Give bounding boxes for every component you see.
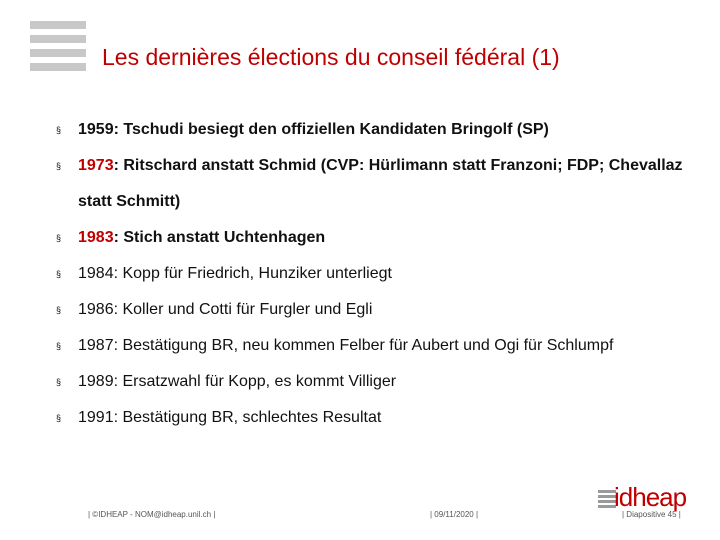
bullet-year: 1973 xyxy=(78,157,114,174)
bullet-text: : Tschudi besiegt den offiziellen Kandidaten Bringolf (SP) xyxy=(113,121,549,138)
bullet-text: : Stich anstatt Uchtenhagen xyxy=(113,229,326,246)
bullet-marker: § xyxy=(56,341,62,351)
footer-date: | 09/11/2020 | xyxy=(430,510,479,519)
bullet-text: : Bestätigung BR, neu kommen Felber für Aubert und Ogi für Schlumpf xyxy=(113,337,614,354)
bullet-item xyxy=(56,256,696,292)
bullet-year: 1986 xyxy=(78,301,114,318)
footer-contact: | ©IDHEAP - NOM@idheap.unil.ch | xyxy=(88,510,216,519)
bullet-text: : Ritschard anstatt Schmid (CVP: Hürlimann statt Franzoni; FDP; Chevallaz statt Schmitt) xyxy=(78,157,683,210)
bullet-item xyxy=(56,400,696,436)
bullet-year: 1984 xyxy=(78,265,114,282)
logo-bars-icon xyxy=(30,21,86,73)
bullet-marker: § xyxy=(56,269,62,279)
bullet-year: 1983 xyxy=(78,229,114,246)
bullet-marker: § xyxy=(56,413,62,423)
bullet-text: : Ersatzwahl für Kopp, es kommt Villiger xyxy=(113,373,397,390)
bullet-text: : Kopp für Friedrich, Hunziker unterliegt xyxy=(113,265,392,282)
bullet-text: : Koller und Cotti für Furgler und Egli xyxy=(113,301,373,318)
bullet-year: 1989 xyxy=(78,373,114,390)
bullet-item xyxy=(56,112,696,148)
brand-wordmark: idheap xyxy=(614,482,687,512)
bullet-item xyxy=(56,292,696,328)
bullet-item xyxy=(56,220,696,256)
bullet-year: 1959 xyxy=(78,121,114,138)
bullet-item xyxy=(56,364,696,400)
bullet-item xyxy=(56,328,696,364)
bullet-year: 1987 xyxy=(78,337,114,354)
bullet-year: 1991 xyxy=(78,409,114,426)
bullet-marker: § xyxy=(56,377,62,387)
page-title: Les dernières élections du conseil fédéral (1) xyxy=(102,44,560,70)
bullet-list xyxy=(56,112,696,436)
bullet-marker: § xyxy=(56,305,62,315)
footer-slide-number: | Diapositive 45 | xyxy=(622,510,681,519)
bullet-marker: § xyxy=(56,233,62,243)
bullet-marker: § xyxy=(56,125,62,135)
bullet-text: : Bestätigung BR, schlechtes Resultat xyxy=(113,409,382,426)
bullet-marker: § xyxy=(56,161,62,171)
idheap-logo xyxy=(598,482,688,512)
bullet-item xyxy=(56,148,696,220)
